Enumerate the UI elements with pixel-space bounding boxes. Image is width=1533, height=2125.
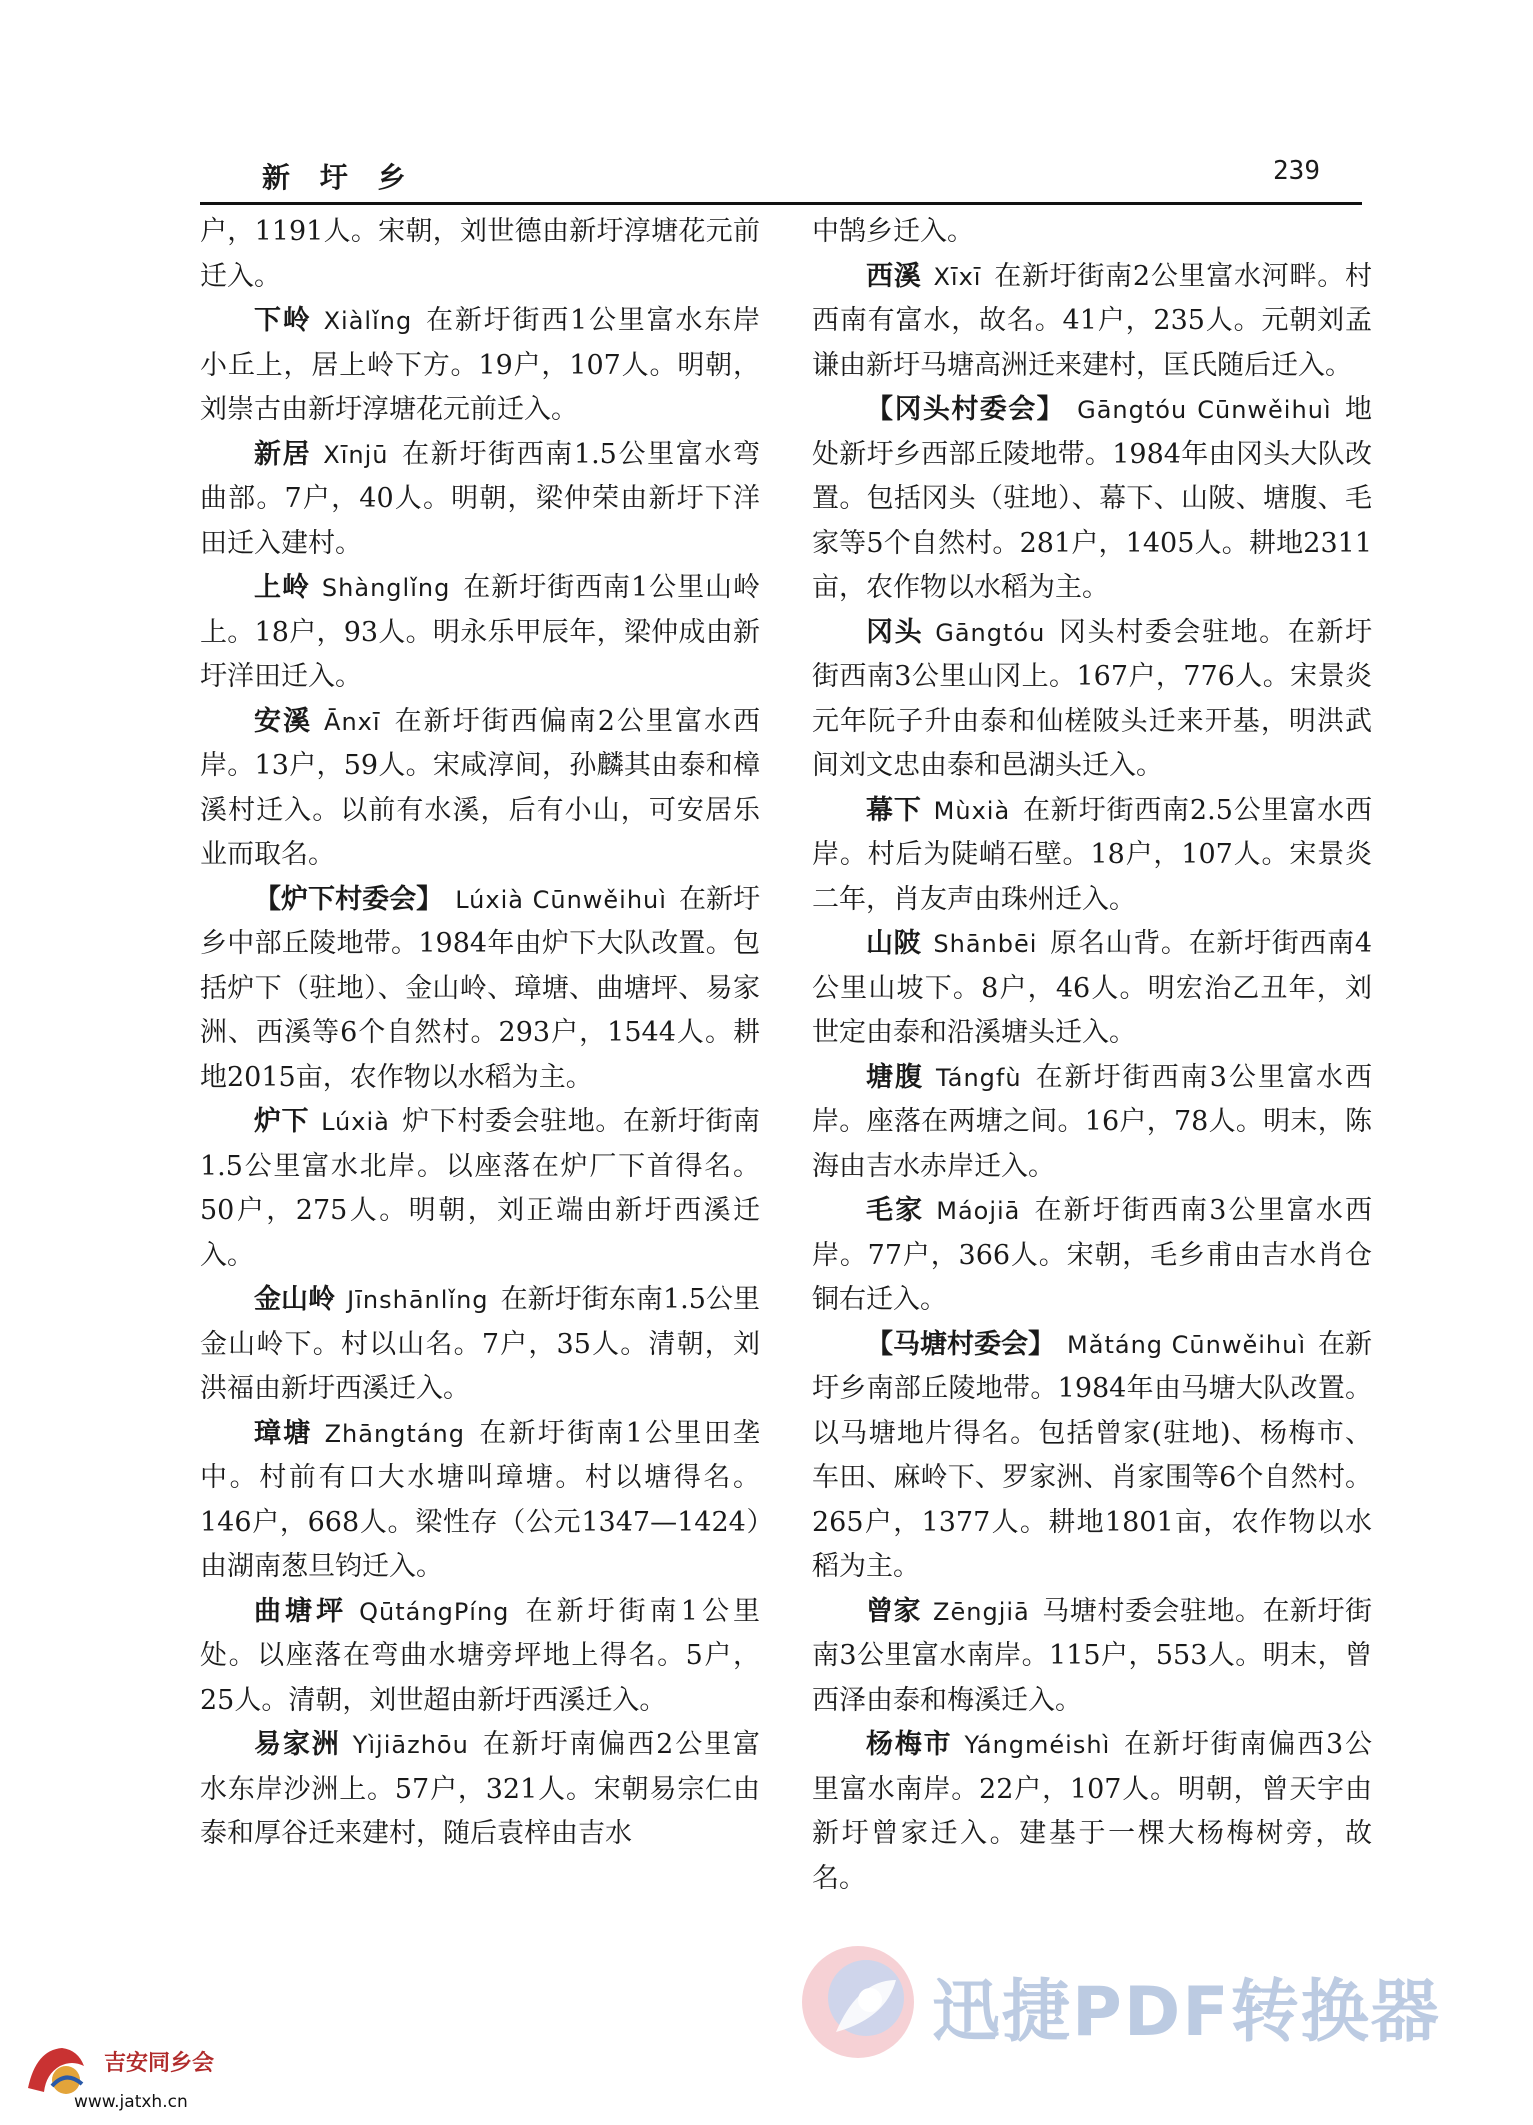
- place-pinyin: Xīnjū: [323, 440, 389, 469]
- place-pinyin: Shànglǐng: [321, 574, 451, 602]
- entry: [200, 700, 760, 878]
- entry: [200, 566, 760, 700]
- entry-text: 在新圩街南1公里田垄中。村前有口大水塘叫璋塘。村以塘得名。146户，668人。梁性存（公元1347—1424）由湖南葱旦钧迁入。: [200, 1417, 760, 1582]
- committee-name: 【炉下村委会】: [254, 883, 444, 915]
- entry: [200, 1412, 760, 1590]
- place-name: 毛家: [866, 1195, 925, 1226]
- entry-text: 在新圩街西南1公里山岭上。18户，93人。明永乐甲辰年，梁仲成由新圩洋田迁入。: [200, 572, 761, 692]
- place-pinyin: Tángfù: [936, 1063, 1022, 1092]
- entry: [812, 1056, 1372, 1190]
- entry: [812, 1189, 1372, 1323]
- entry: [812, 611, 1372, 789]
- place-name: 冈头: [866, 616, 924, 648]
- entry: [812, 1723, 1372, 1901]
- left-column: [200, 210, 760, 1857]
- committee-entry: [200, 878, 760, 1101]
- place-name: 幕下: [866, 794, 922, 826]
- entry-text: 在新圩乡中部丘陵地带。1984年由炉下大队改置。包括炉下（驻地）、金山岭、璋塘、曲塘坪、易家洲、西溪等6个自然村。293户，1544人。耕地2015亩，农作物以水稻为主。: [200, 883, 761, 1093]
- entry-continuation: [812, 210, 1372, 255]
- place-pinyin: Xīxī: [933, 262, 982, 291]
- entry-continuation: [200, 210, 760, 299]
- entry-text: 在新圩街西南3公里富水西岸。座落在两塘之间。16户，78人。明末，陈海由吉水赤岸迁入。: [812, 1061, 1372, 1182]
- committee-entry: [812, 388, 1372, 611]
- place-name: 下岭: [254, 305, 312, 336]
- entry: [200, 433, 760, 567]
- place-name: 易家洲: [254, 1729, 341, 1760]
- committee-entry: [812, 1323, 1372, 1590]
- place-name: 璋塘: [254, 1417, 313, 1449]
- entry-text: 马塘村委会驻地。在新圩街南3公里富水南岸。115户，553人。明末，曾西泽由泰和梅溪迁入。: [812, 1595, 1373, 1716]
- place-pinyin: Zēngjiā: [933, 1597, 1030, 1626]
- entry: [812, 255, 1372, 389]
- place-pinyin: Lúxià: [321, 1108, 390, 1136]
- entry: [812, 922, 1372, 1056]
- entry: [200, 1278, 760, 1412]
- entry-text: 在新圩乡南部丘陵地带。1984年由马塘大队改置。以马塘地片得名。包括曾家(驻地)、杨梅市、车田、麻岭下、罗家洲、肖家围等6个自然村。265户，1377人。耕地1801亩，农作物以水稻为主。: [812, 1328, 1373, 1582]
- place-name: 金山岭: [254, 1284, 336, 1315]
- entry-text: 在新圩街西1公里富水东岸小丘上，居上岭下方。19户，107人。明朝，刘崇古由新圩淳塘花元前迁入。: [200, 305, 760, 425]
- place-name: 山陂: [866, 928, 922, 959]
- entry-text: 中鹄乡迁入。: [812, 216, 974, 247]
- entry: [200, 1723, 760, 1857]
- page-header: [200, 150, 1360, 200]
- entry-text: 在新圩街西南3公里富水西岸。77户，366人。宋朝，毛乡甫由吉水肖仓铜右迁入。: [812, 1195, 1373, 1315]
- place-name: 曲塘坪: [254, 1595, 348, 1627]
- entry-text: 在新圩街西偏南2公里富水西岸。13户，59人。宋咸淳间，孙麟其由泰和樟溪村迁入。以前有水溪，后有小山，可安居乐业而取名。: [200, 705, 760, 870]
- entry: [200, 1590, 760, 1724]
- place-pinyin: Máojiā: [936, 1197, 1021, 1225]
- place-name: 曾家: [866, 1595, 922, 1627]
- place-name: 杨梅市: [866, 1729, 953, 1760]
- place-name: 塘腹: [866, 1061, 925, 1093]
- entry: [812, 1590, 1372, 1724]
- site-logo-icon: [22, 2040, 92, 2100]
- committee-pinyin: Gāngtóu Cūnwěihuì: [1077, 396, 1332, 424]
- entry-text: 在新圩街南2公里富水河畔。村西南有富水，故名。41户，235人。元朝刘孟谦由新圩马塘高洲迁来建村，匡氏随后迁入。: [812, 260, 1372, 381]
- place-name: 上岭: [254, 572, 310, 603]
- place-pinyin: Jīnshānlǐng: [347, 1286, 489, 1314]
- entry-text: 在新圩街南偏西3公里富水南岸。22户，107人。明朝，曾天宇由新圩曾家迁入。建基于一棵大杨梅树旁，故名。: [812, 1729, 1372, 1894]
- entry-text: 户，1191人。宋朝，刘世德由新圩淳塘花元前迁入。: [200, 216, 760, 292]
- place-pinyin: Zhāngtáng: [324, 1419, 465, 1448]
- site-url: www.jatxh.cn: [74, 2092, 188, 2112]
- committee-pinyin: Lúxià Cūnwěihuì: [455, 885, 667, 914]
- entry-text: 在新圩街西南1.5公里富水弯曲部。7户，40人。明朝，梁仲荣由新圩下洋田迁入建村。: [200, 438, 760, 559]
- site-name: 吉安同乡会: [104, 2050, 215, 2076]
- place-pinyin: Xiàlǐng: [323, 307, 413, 335]
- entry-text: 原名山背。在新圩街西南4公里山坡下。8户，46人。明宏治乙丑年，刘世定由泰和沿溪塘头迁入。: [812, 928, 1372, 1048]
- running-head: 新 圩 乡: [262, 161, 416, 194]
- right-column: [812, 210, 1372, 1901]
- place-pinyin: QūtángPíng: [359, 1597, 510, 1626]
- committee-name: 【冈头村委会】: [866, 394, 1066, 425]
- header-rule: [200, 202, 1362, 205]
- committee-name: 【马塘村委会】: [866, 1328, 1056, 1360]
- entry-text: 在新圩南偏西2公里富水东岸沙洲上。57户，321人。宋朝易宗仁由泰和厚谷迁来建村，随后袁梓由吉水: [200, 1729, 761, 1849]
- entry-text: 在新圩街西南2.5公里富水西岸。村后为陡峭石壁。18户，107人。宋景炎二年，肖友声由珠州迁入。: [812, 794, 1372, 915]
- place-pinyin: Shānbēi: [933, 930, 1038, 958]
- place-pinyin: Mùxià: [933, 796, 1011, 825]
- place-pinyin: Yángméishì: [964, 1731, 1111, 1759]
- place-pinyin: Ānxī: [324, 707, 381, 736]
- entry-text: 炉下村委会驻地。在新圩街南1.5公里富水北岸。以座落在炉厂下首得名。50户，275人。明朝，刘正端由新圩西溪迁入。: [200, 1106, 761, 1271]
- place-pinyin: Gāngtóu: [935, 618, 1046, 647]
- committee-pinyin: Mǎtáng Cūnwěihuì: [1067, 1330, 1306, 1359]
- entry-text: 地处新圩乡西部丘陵地带。1984年由冈头大队改置。包括冈头（驻地）、幕下、山陂、塘腹、毛家等5个自然村。281户，1405人。耕地2311亩，农作物以水稻为主。: [812, 394, 1373, 603]
- entry: [200, 1100, 760, 1278]
- entry: [812, 789, 1372, 923]
- entry-text: 冈头村委会驻地。在新圩街西南3公里山冈上。167户，776人。宋景炎元年阮子升由泰和仙槎陂头迁来开基，明洪武间刘文忠由泰和邑湖头迁入。: [812, 616, 1373, 781]
- watermark-logo-icon: [796, 1940, 920, 2064]
- entry-text: 在新圩街南1公里处。以座落在弯曲水塘旁坪地上得名。5户，25人。清朝，刘世超由新圩西溪迁入。: [200, 1595, 760, 1716]
- entry: [200, 299, 760, 433]
- entry-text: 在新圩街东南1.5公里金山岭下。村以山名。7户，35人。清朝，刘洪福由新圩西溪迁入。: [200, 1284, 760, 1404]
- place-name: 西溪: [866, 260, 922, 292]
- place-name: 新居: [254, 438, 312, 470]
- page-number: 239: [1273, 156, 1320, 186]
- watermark-text: 迅捷PDF转换器: [932, 1973, 1441, 2052]
- place-name: 安溪: [254, 705, 313, 737]
- place-name: 炉下: [254, 1106, 310, 1137]
- place-pinyin: Yìjiāzhōu: [352, 1731, 469, 1759]
